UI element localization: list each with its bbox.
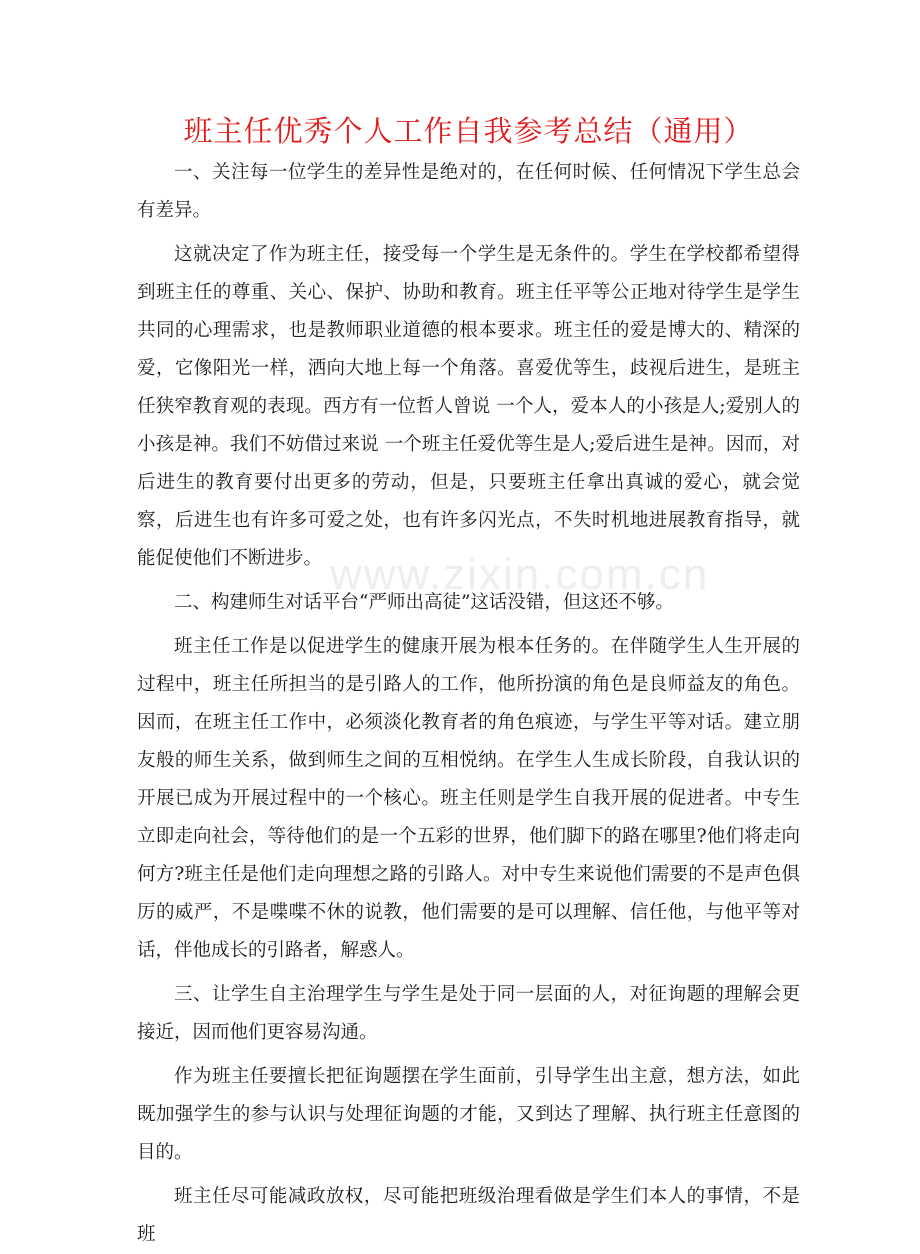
document-title: 班主任优秀个人工作自我参考总结（通用） bbox=[183, 114, 754, 148]
paragraph-1: 一、关注每一位学生的差异性是绝对的，在任何时候、任何情况下学生总会有差异。 bbox=[137, 162, 800, 221]
paragraph-5: 三、让学生自主治理学生与学生是处于同一层面的人，对征询题的理解会更接近，因而他们更容易沟通。 bbox=[137, 984, 800, 1043]
paragraph-2: 这就决定了作为班主任，接受每一个学生是无条件的。学生在学校都希望得到班主任的尊重、关心、保护、协助和教育。班主任平等公正地对待学生是学生共同的心理需求，也是教师职业道德的根本要求。班主任的爱是博大的、精深的爱，它像阳光一样，洒向大地上每一个角落。喜爱优等生，歧视后进生，是班主任狭窄教育观的表现。西方有一位哲人曾说 一个人，爱本人的小孩是人;爱别人的小孩是神。我们不妨借过来说 一个班主任爱优等生是人;爱后进生是神。因而，对后进生的教育要付出更多的劳动，但是，只要班主任拿出真诚的爱心，就会觉察，后进生也有许多可爱之处，也有许多闪光点，不失时机地进展教育指导，就能促使他们不断进步。 bbox=[137, 244, 800, 569]
watermark: www.zixin.com.cn bbox=[330, 550, 710, 599]
paragraph-7: 班主任尽可能减政放权，尽可能把班级治理看做是学生们本人的事情，不是班 bbox=[137, 1186, 800, 1245]
paragraph-6: 作为班主任要擅长把征询题摆在学生面前，引导学生出主意，想方法，如此既加强学生的参与认识与处理征询题的才能，又到达了理解、执行班主任意图的目的。 bbox=[137, 1066, 800, 1163]
paragraph-3: 二、构建师生对话平台“严师出高徒”这话没错，但这还不够。 bbox=[174, 592, 674, 613]
paragraph-4: 班主任工作是以促进学生的健康开展为根本任务的。在伴随学生人生开展的过程中，班主任所担当的是引路人的工作，他所扮演的角色是良师益友的角色。因而，在班主任工作中，必须淡化教育者的角色痕迹，与学生平等对话。建立朋友般的师生关系，做到师生之间的互相悦纳。在学生人生成长阶段，自我认识的开展已成为开展过程中的一个核心。班主任则是学生自我开展的促进者。中专生立即走向社会，等待他们的是一个五彩的世界，他们脚下的路在哪里?他们将走向何方?班主任是他们走向理想之路的引路人。对中专生来说他们需要的不是声色俱厉的威严，不是喋喋不休的说教，他们需要的是可以理解、信任他，与他平等对话，伴他成长的引路者，解惑人。 bbox=[137, 636, 800, 961]
